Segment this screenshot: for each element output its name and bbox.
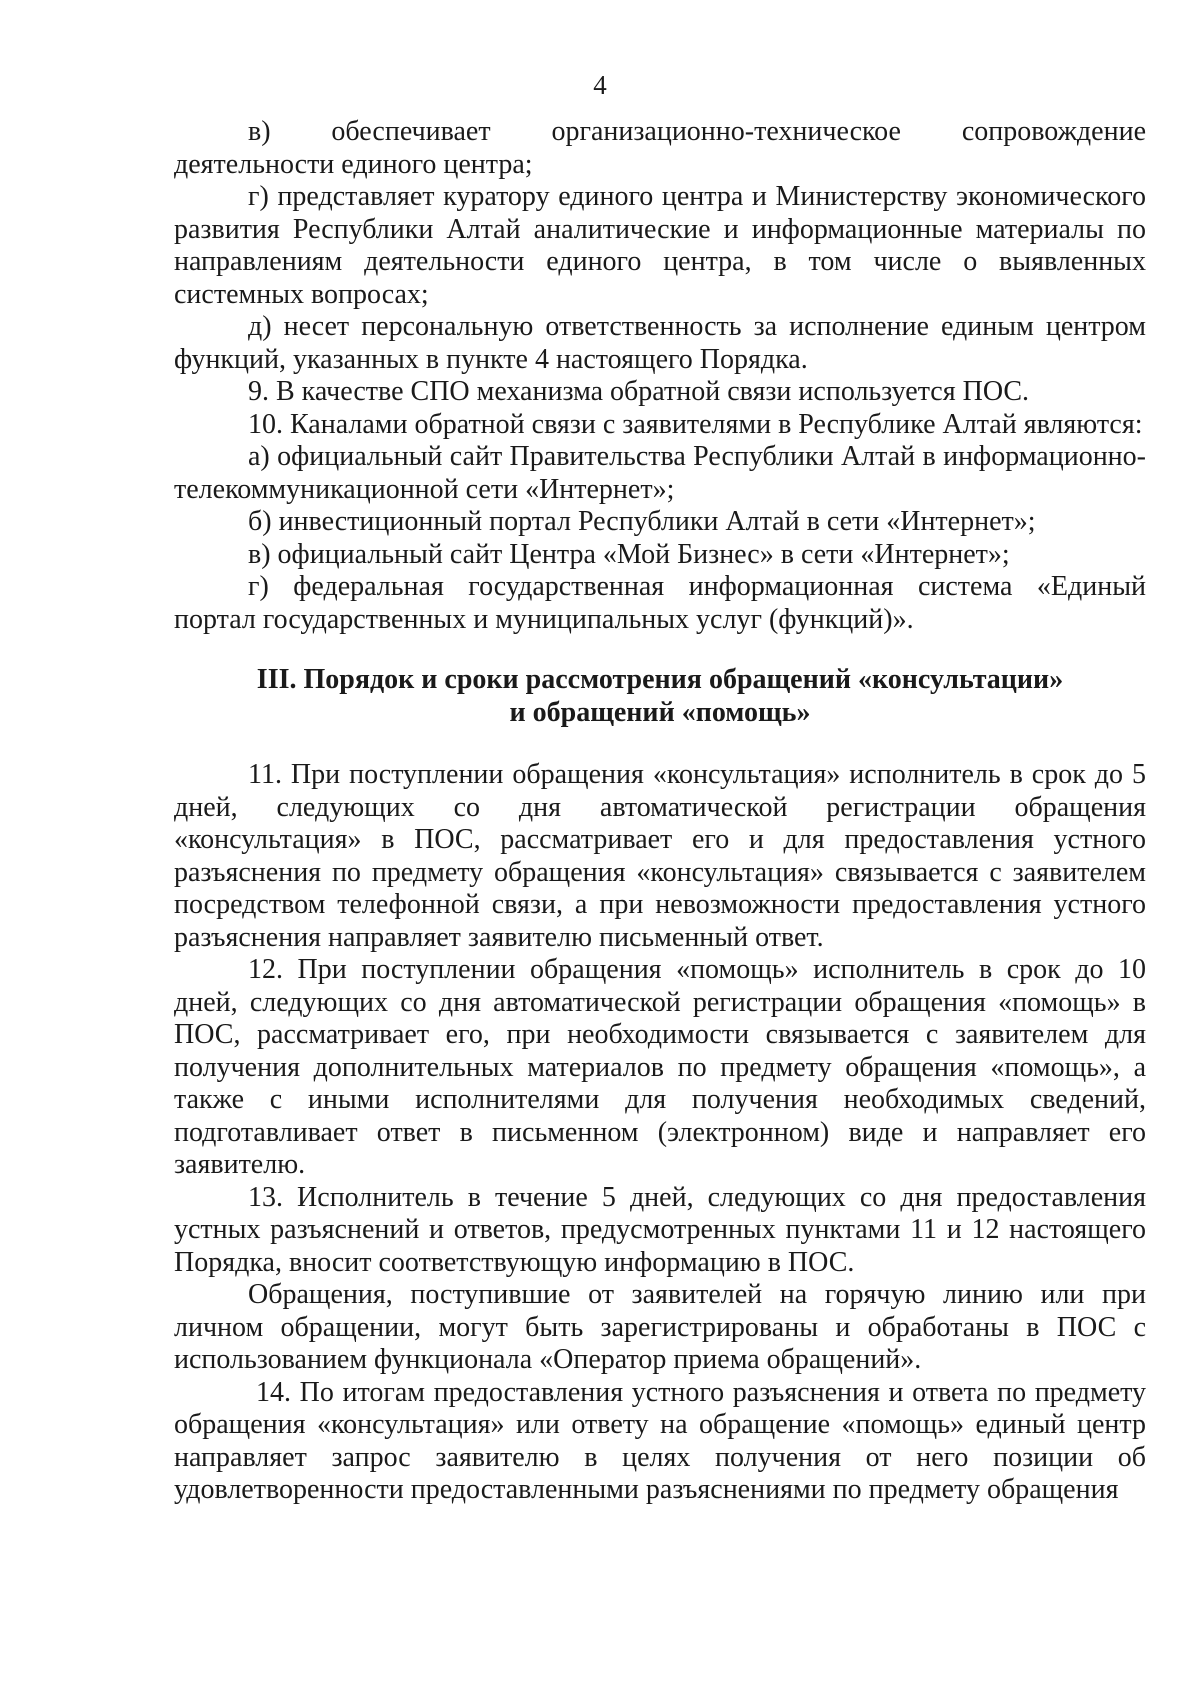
paragraph-10g: г) федеральная государственная информационная система «Единый портал государственных и муниципальных услуг (функций)».	[174, 571, 1146, 635]
paragraph-10v: в) официальный сайт Центра «Мой Бизнес» в сети «Интернет»;	[248, 538, 1010, 570]
paragraph-8v: в) обеспечивает организационно-техническое сопровождение деятельности единого центра;	[174, 116, 1146, 180]
paragraph-10: 10. Каналами обратной связи с заявителями в Республике Алтай являются:	[248, 408, 1143, 440]
section-heading	[174, 664, 1146, 729]
paragraph-8d: д) несет персональную ответственность за исполнение единым центром функций, указанных в пункте 4 настоящего Порядка.	[174, 311, 1146, 375]
paragraph-9: 9. В качестве СПО механизма обратной связи используется ПОС.	[248, 376, 1030, 407]
section-heading-line1: III. Порядок и сроки рассмотрения обращений «консультации»	[256, 664, 1064, 695]
paragraph-13: 13. Исполнитель в течение 5 дней, следующих со дня предоставления устных разъяснений и ответов, предусмотренных пунктами 11 и 12 настоящего Порядка, вносит соответствующую информацию в ПОС.	[174, 1181, 1146, 1278]
paragraph-10a: а) официальный сайт Правительства Республики Алтай в информационно-телекоммуникационной сети «Интернет»;	[174, 441, 1146, 505]
page-number: 4	[593, 70, 607, 100]
document-body	[174, 116, 1146, 1507]
paragraph-12: 12. При поступлении обращения «помощь» исполнитель в срок до 10 дней, следующих со дня автоматической регистрации обращения «помощь» в ПОС, рассматривает его, при необходимости связывается с заявителем для получения дополнительных материалов по предмету обращения «помощь», а также с иными исполнителями для получения необходимых сведений, подготавливает ответ в письменном (электронном) виде и направляет его заявителю.	[174, 954, 1146, 1180]
paragraph-13-note: Обращения, поступившие от заявителей на горячую линию или при личном обращении, могут быть зарегистрированы и обработаны в ПОС с использованием функционала «Оператор приема обращений».	[174, 1279, 1146, 1375]
paragraph-14: 14. По итогам предоставления устного разъяснения и ответа по предмету обращения «консультация» или ответу на обращение «помощь» единый центр направляет запрос заявителю в целях получения от него позиции об удовлетворенности предоставленными разъяснениями по предмету обращения	[174, 1376, 1146, 1505]
paragraph-10b: б) инвестиционный портал Республики Алтай в сети «Интернет»;	[248, 506, 1036, 537]
section-heading-line2: и обращений «помощь»	[509, 696, 811, 728]
paragraph-11: 11. При поступлении обращения «консультация» исполнитель в срок до 5 дней, следующих со дня автоматической регистрации обращения «консультация» в ПОС, рассматривает его и для предоставления устного разъяснения по предмету обращения «консультация» связывается с заявителем посредством телефонной связи, а при невозможности предоставления устного разъяснения направляет заявителю письменный ответ.	[174, 759, 1146, 953]
paragraph-8g: г) представляет куратору единого центра и Министерству экономического развития Республики Алтай аналитические и информационные материалы по направлениям деятельности единого центра, в том числе о выявленных системных вопросах;	[174, 181, 1146, 310]
